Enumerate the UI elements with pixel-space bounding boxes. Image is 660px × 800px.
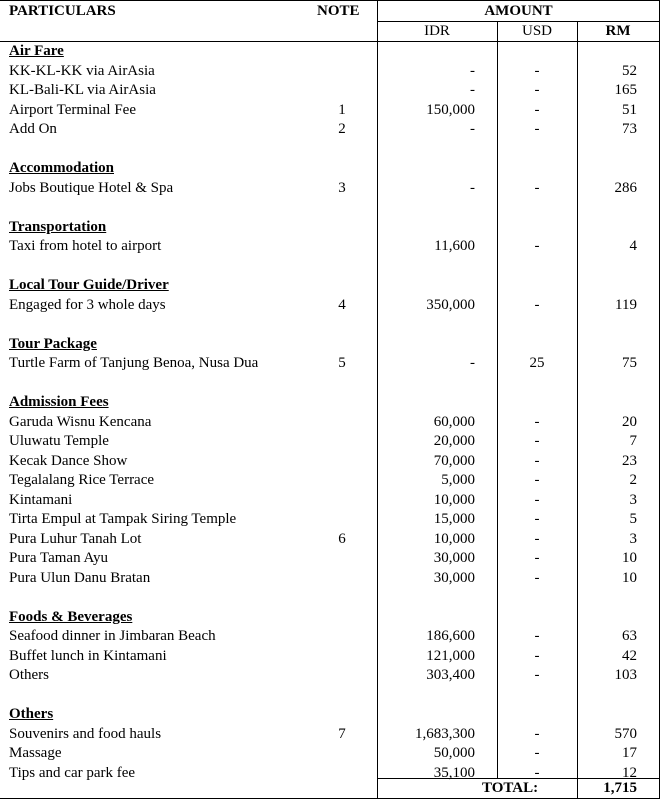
rm-cell: 63	[622, 628, 637, 644]
idr-cell: 121,000	[426, 647, 475, 664]
particular-cell: Buffet lunch in Kintamani	[9, 647, 167, 664]
particular-cell: Tips and car park fee	[9, 764, 136, 781]
particular-cell: KL-Bali-KL via AirAsia	[9, 82, 156, 98]
particular-cell: Engaged for 3 whole days	[9, 296, 166, 313]
table-row	[0, 647, 660, 667]
rm-cell: 23	[622, 452, 637, 469]
idr-cell: 70,000	[433, 452, 475, 469]
usd-cell: -	[534, 511, 540, 527]
particular-cell: Garuda Wisnu Kencana	[9, 413, 152, 430]
idr-cell: 1,683,300	[415, 725, 475, 742]
total-label: TOTAL:	[482, 780, 539, 796]
note-cell: 2	[338, 121, 346, 137]
particular-cell: Turtle Farm of Tanjung Benoa, Nusa Dua	[9, 355, 259, 371]
rm-cell: 2	[629, 472, 637, 488]
usd-cell: -	[534, 667, 540, 683]
rm-cell: 3	[629, 491, 637, 508]
note-cell: 7	[338, 725, 346, 742]
section-heading-row	[0, 276, 660, 296]
usd-cell: -	[534, 101, 540, 118]
particular-cell: Tirta Empul at Tampak Siring Temple	[9, 511, 237, 527]
table-row	[0, 725, 660, 745]
usd-cell: -	[534, 296, 540, 313]
section-heading: Accommodation	[9, 160, 114, 176]
idr-header: IDR	[424, 23, 450, 39]
particular-cell: Seafood dinner in Jimbaran Beach	[9, 628, 216, 644]
rm-cell: 570	[614, 725, 637, 742]
blank-row	[0, 588, 660, 608]
rm-cell: 75	[622, 355, 637, 371]
idr-cell: 35,100	[433, 764, 475, 781]
section-heading: Foods & Beverages	[9, 608, 133, 625]
usd-cell: -	[534, 452, 540, 469]
rm-cell: 165	[614, 82, 637, 98]
rm-cell: 286	[614, 179, 637, 196]
rm-cell: 3	[629, 530, 637, 547]
usd-cell: 25	[529, 355, 545, 371]
usd-cell: -	[534, 238, 540, 254]
table-row	[0, 120, 660, 140]
table-row	[0, 569, 660, 589]
table-row	[0, 179, 660, 199]
note-cell: 6	[338, 530, 346, 547]
particular-cell: Tegalalang Rice Terrace	[9, 472, 155, 488]
idr-cell: 11,600	[434, 238, 475, 254]
idr-cell: 150,000	[426, 101, 475, 118]
table-row	[0, 62, 660, 82]
blank-row	[0, 257, 660, 277]
table-row	[0, 296, 660, 316]
section-heading-row	[0, 218, 660, 238]
rm-cell: 52	[622, 62, 637, 79]
blank-row	[0, 686, 660, 706]
usd-cell: -	[534, 179, 540, 196]
particular-cell: Add On	[9, 121, 57, 137]
idr-cell: 303,400	[426, 667, 475, 683]
table-row	[0, 491, 660, 511]
section-heading: Transportation	[9, 218, 107, 235]
note-header: NOTE	[317, 3, 360, 19]
usd-cell: -	[534, 121, 540, 137]
section-heading: Air Fare	[9, 43, 64, 59]
note-cell: 5	[338, 355, 346, 371]
particular-cell: Airport Terminal Fee	[9, 101, 136, 118]
usd-cell: -	[534, 433, 540, 449]
note-cell: 1	[338, 101, 346, 118]
particular-cell: Others	[9, 667, 49, 683]
idr-cell: 50,000	[433, 745, 475, 761]
usd-cell: -	[534, 491, 540, 508]
section-heading-row	[0, 608, 660, 628]
usd-cell: -	[534, 647, 540, 664]
total-value: 1,715	[603, 780, 637, 796]
particulars-header: PARTICULARS	[9, 3, 116, 19]
table-row	[0, 530, 660, 550]
section-heading-row	[0, 705, 660, 725]
table-row	[0, 81, 660, 101]
usd-cell: -	[534, 62, 540, 79]
note-cell: 3	[338, 179, 346, 196]
table-row	[0, 471, 660, 491]
usd-cell: -	[534, 745, 540, 761]
rm-cell: 4	[629, 238, 637, 254]
usd-cell: -	[534, 628, 540, 644]
section-heading: Admission Fees	[9, 394, 109, 410]
particular-cell: Pura Luhur Tanah Lot	[9, 530, 142, 547]
particular-cell: Kintamani	[9, 491, 73, 508]
particular-cell: Pura Ulun Danu Bratan	[9, 569, 151, 586]
idr-cell: 186,600	[426, 628, 475, 644]
particular-cell: Uluwatu Temple	[9, 433, 109, 449]
particular-cell: Kecak Dance Show	[9, 452, 128, 469]
idr-cell: -	[470, 121, 475, 137]
idr-cell: 10,000	[433, 491, 475, 508]
rm-cell: 7	[629, 433, 637, 449]
blank-row	[0, 140, 660, 160]
table-row	[0, 627, 660, 647]
rm-cell: 20	[622, 413, 637, 430]
table-row	[0, 549, 660, 569]
section-heading: Local Tour Guide/Driver	[9, 277, 169, 293]
idr-cell: 30,000	[433, 569, 475, 586]
particular-cell: Taxi from hotel to airport	[9, 238, 162, 254]
usd-header: USD	[521, 23, 552, 39]
usd-cell: -	[534, 413, 540, 430]
table-row	[0, 237, 660, 257]
particular-cell: Massage	[9, 745, 62, 761]
rm-cell: 103	[614, 667, 637, 683]
amount-header: AMOUNT	[484, 3, 553, 19]
rm-cell: 119	[615, 296, 637, 313]
idr-cell: 15,000	[433, 511, 475, 527]
blank-row	[0, 315, 660, 335]
table-bottom-border	[0, 798, 660, 799]
rm-cell: 17	[622, 745, 637, 761]
rm-cell: 10	[622, 569, 637, 586]
idr-cell: -	[470, 62, 475, 79]
rm-cell: 51	[622, 101, 637, 118]
table-row	[0, 510, 660, 530]
particular-cell: Jobs Boutique Hotel & Spa	[9, 179, 174, 196]
usd-cell: -	[534, 530, 540, 547]
section-heading: Others	[9, 706, 54, 722]
table-top-border	[0, 0, 660, 1]
table-row	[0, 666, 660, 686]
idr-cell: 350,000	[426, 296, 475, 313]
idr-cell: 20,000	[433, 433, 475, 449]
blank-row	[0, 198, 660, 218]
rm-header: RM	[605, 23, 631, 39]
section-heading-row	[0, 159, 660, 179]
table-row	[0, 432, 660, 452]
usd-cell: -	[534, 764, 540, 781]
idr-cell: -	[470, 355, 475, 371]
usd-cell: -	[534, 82, 540, 98]
section-heading: Tour Package	[9, 335, 97, 352]
idr-cell: -	[470, 82, 475, 98]
idr-cell: 30,000	[433, 550, 475, 566]
usd-cell: -	[534, 725, 540, 742]
rm-cell: 10	[622, 550, 637, 566]
blank-row	[0, 374, 660, 394]
note-cell: 4	[338, 296, 346, 313]
idr-cell: 5,000	[441, 472, 475, 488]
table-row	[0, 764, 660, 784]
idr-cell: 10,000	[433, 530, 475, 547]
particular-cell: Souvenirs and food hauls	[9, 725, 162, 742]
table-row	[0, 413, 660, 433]
section-heading-row	[0, 42, 660, 62]
rm-cell: 5	[629, 511, 637, 527]
usd-cell: -	[534, 569, 540, 586]
particular-cell: Pura Taman Ayu	[9, 550, 108, 566]
table-row	[0, 101, 660, 121]
particular-cell: KK-KL-KK via AirAsia	[9, 62, 155, 79]
usd-cell: -	[534, 550, 540, 566]
section-heading-row	[0, 335, 660, 355]
rm-cell: 42	[622, 647, 637, 664]
table-row	[0, 744, 660, 764]
rm-cell: 73	[622, 121, 637, 137]
table-row	[0, 452, 660, 472]
table-row	[0, 354, 660, 374]
idr-cell: 60,000	[433, 413, 475, 430]
rm-cell: 12	[622, 764, 637, 781]
idr-cell: -	[470, 179, 475, 196]
section-heading-row	[0, 393, 660, 413]
usd-cell: -	[534, 472, 540, 488]
